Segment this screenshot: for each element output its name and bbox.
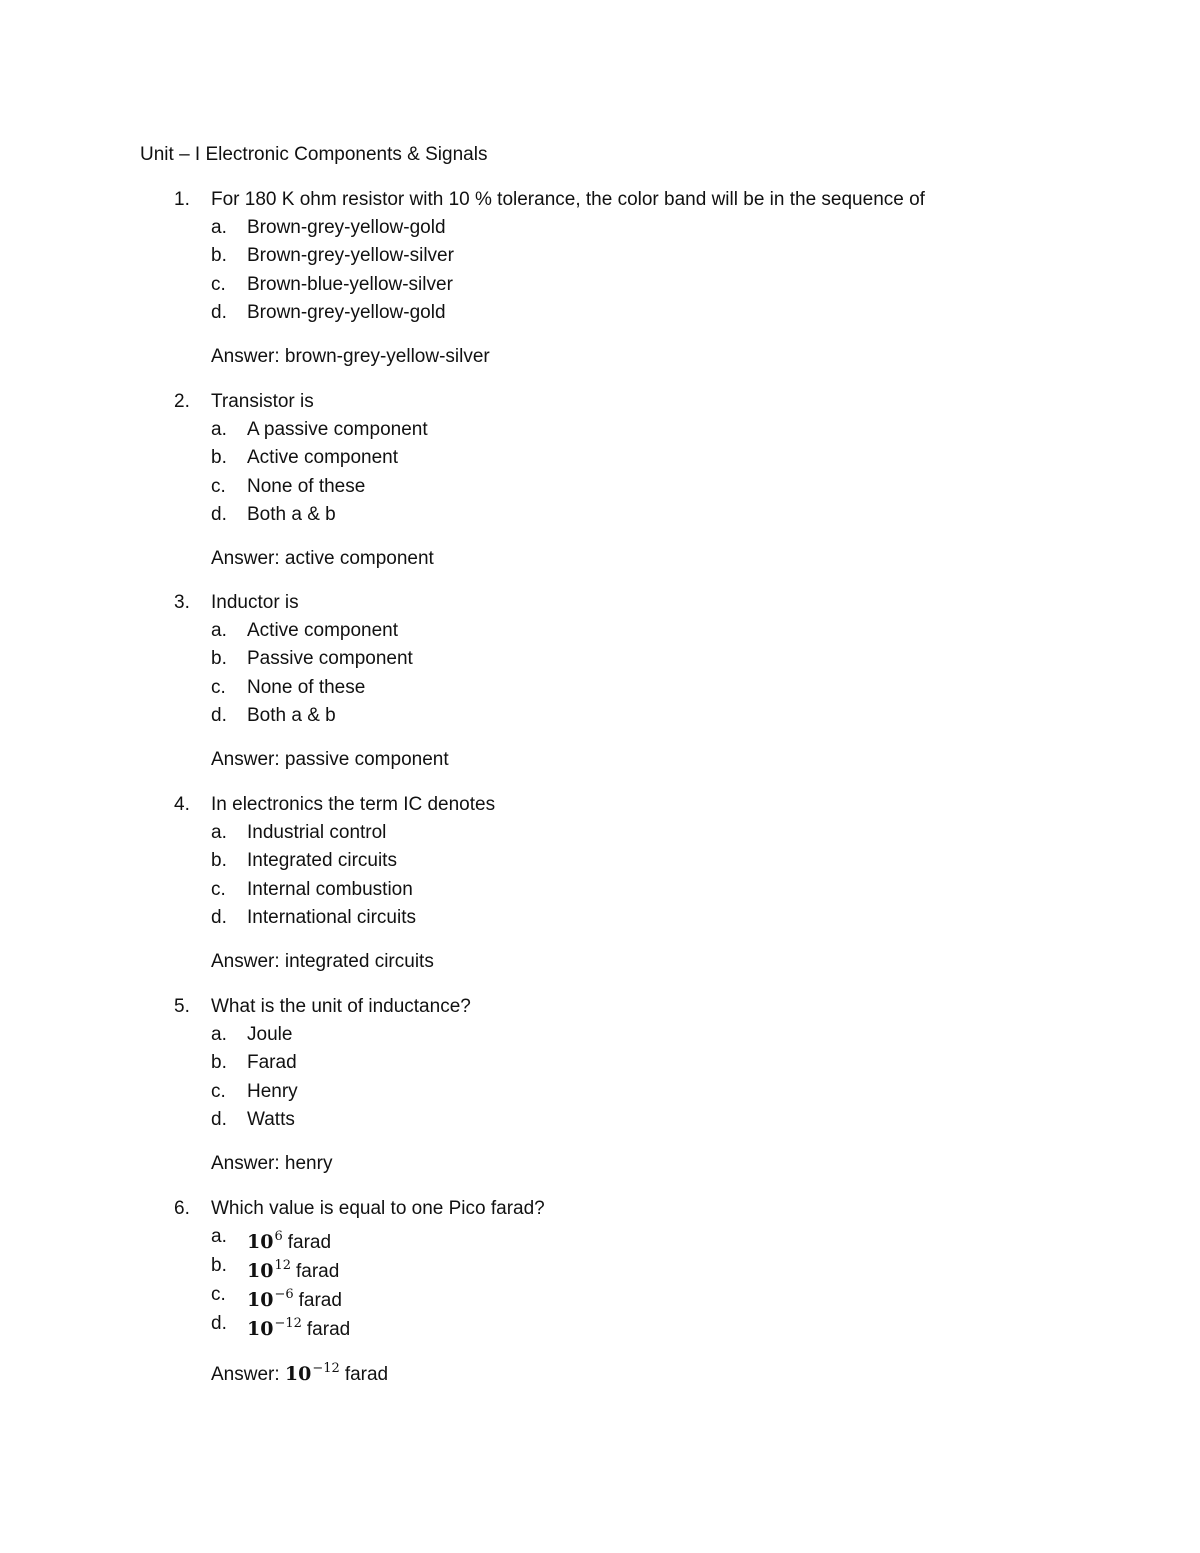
question-text: For 180 K ohm resistor with 10 % tolerance, the color band will be in the sequence of [211, 189, 925, 210]
question-4 [0, 791, 1200, 976]
math-exponent: 12 [274, 1258, 291, 1273]
option-letter: c. [211, 1080, 226, 1102]
option-letter: b. [211, 648, 227, 670]
answer-text: Answer: active component [211, 548, 434, 570]
option-letter: c. [211, 475, 226, 497]
option-letter: a. [211, 1024, 227, 1045]
option-letter: c. [211, 273, 226, 295]
option-text: Brown-grey-yellow-gold [247, 217, 446, 238]
question-6 [0, 1195, 1200, 1383]
option-text: Both a & b [247, 503, 336, 525]
answer-line [0, 746, 1200, 774]
document-title: Unit – I Electronic Components & Signals [140, 144, 488, 165]
option-a [0, 1223, 1200, 1252]
question-text: Transistor is [211, 391, 314, 412]
math-base: 10 [247, 1231, 274, 1253]
question-line [0, 186, 1200, 214]
option-a [0, 416, 1200, 444]
option-letter: d. [211, 503, 227, 525]
option-text: Internal combustion [247, 878, 413, 900]
option-letter: c. [211, 1284, 226, 1305]
option-d [0, 501, 1200, 529]
option-letter: d. [211, 301, 227, 323]
option-text: None of these [247, 676, 366, 698]
question-number: 1. [174, 189, 190, 210]
option-letter: b. [211, 1052, 227, 1074]
option-unit: farad [287, 1232, 332, 1253]
math-base: 10 [284, 1363, 312, 1385]
math-exponent: −12 [274, 1316, 302, 1331]
option-b [0, 1049, 1200, 1077]
option-letter: c. [211, 878, 226, 900]
option-a [0, 214, 1200, 242]
option-c [0, 1078, 1200, 1106]
question-line [0, 993, 1200, 1021]
question-text: What is the unit of inductance? [211, 996, 471, 1017]
question-number: 6. [174, 1198, 190, 1219]
option-text: Brown-grey-yellow-gold [247, 301, 446, 323]
question-3 [0, 589, 1200, 774]
option-letter: d. [211, 1108, 227, 1130]
math-base: 10 [247, 1318, 274, 1340]
option-unit: farad [296, 1261, 340, 1282]
option-text [247, 1310, 350, 1344]
option-a [0, 1021, 1200, 1049]
option-text: International circuits [247, 906, 416, 928]
option-unit: farad [306, 1319, 351, 1340]
question-5 [0, 993, 1200, 1178]
option-d [0, 1310, 1200, 1339]
option-letter: d. [211, 906, 227, 928]
answer-text: Answer: passive component [211, 749, 449, 771]
answer-text: Answer: brown-grey-yellow-silver [211, 346, 490, 368]
math-base: 10 [247, 1289, 274, 1311]
option-text: Active component [247, 620, 399, 641]
option-text: Brown-grey-yellow-silver [247, 245, 454, 267]
question-text: Which value is equal to one Pico farad? [211, 1198, 545, 1219]
option-text: Active component [247, 447, 399, 469]
math-exponent: −12 [312, 1361, 340, 1376]
option-text: Watts [247, 1108, 295, 1130]
answer-prefix: Answer: [211, 1364, 280, 1385]
option-text: A passive component [247, 419, 428, 440]
answer-line [0, 545, 1200, 573]
option-c [0, 271, 1200, 299]
option-text: Passive component [247, 648, 413, 670]
question-number: 5. [174, 996, 190, 1017]
question-line [0, 388, 1200, 416]
option-letter: b. [211, 447, 227, 469]
option-letter: a. [211, 217, 227, 238]
option-letter: b. [211, 245, 227, 267]
option-letter: b. [211, 850, 227, 872]
question-line [0, 791, 1200, 819]
question-2 [0, 388, 1200, 573]
option-d [0, 702, 1200, 730]
math-base: 10 [247, 1260, 274, 1282]
answer-line [0, 343, 1200, 371]
option-letter: a. [211, 419, 227, 440]
answer-line [0, 1150, 1200, 1178]
answer-text [211, 1355, 388, 1389]
question-text: In electronics the term IC denotes [211, 794, 496, 815]
option-d [0, 904, 1200, 932]
option-letter: b. [211, 1255, 227, 1276]
option-text: Farad [247, 1052, 297, 1074]
option-b [0, 847, 1200, 875]
option-d [0, 1106, 1200, 1134]
option-c [0, 876, 1200, 904]
option-d [0, 299, 1200, 327]
option-text: Integrated circuits [247, 850, 397, 872]
option-b [0, 645, 1200, 673]
option-letter: d. [211, 704, 227, 726]
answer-text: Answer: henry [211, 1153, 333, 1175]
answer-text: Answer: integrated circuits [211, 951, 434, 973]
option-c [0, 674, 1200, 702]
option-text: Industrial control [247, 822, 387, 843]
option-text: Henry [247, 1080, 298, 1102]
option-b [0, 444, 1200, 472]
option-letter: a. [211, 620, 227, 641]
question-1 [0, 186, 1200, 371]
option-letter: c. [211, 676, 226, 698]
option-text: Joule [247, 1024, 293, 1045]
option-letter: a. [211, 822, 227, 843]
answer-unit: farad [344, 1364, 389, 1385]
question-number: 3. [174, 592, 190, 613]
math-exponent: 6 [274, 1229, 283, 1244]
option-c [0, 1281, 1200, 1310]
math-exponent: −6 [274, 1287, 294, 1302]
question-number: 2. [174, 391, 190, 412]
option-a [0, 617, 1200, 645]
question-number: 4. [174, 794, 190, 815]
option-letter: a. [211, 1226, 227, 1247]
option-text: Brown-blue-yellow-silver [247, 273, 453, 295]
question-line [0, 1195, 1200, 1223]
question-text: Inductor is [211, 592, 299, 613]
option-b [0, 1252, 1200, 1281]
option-letter: d. [211, 1313, 227, 1334]
answer-line [0, 948, 1200, 976]
option-unit: farad [298, 1290, 342, 1311]
option-b [0, 242, 1200, 270]
option-text: None of these [247, 475, 366, 497]
option-text: Both a & b [247, 704, 336, 726]
answer-line [0, 1355, 1200, 1383]
question-line [0, 589, 1200, 617]
option-a [0, 819, 1200, 847]
option-c [0, 473, 1200, 501]
